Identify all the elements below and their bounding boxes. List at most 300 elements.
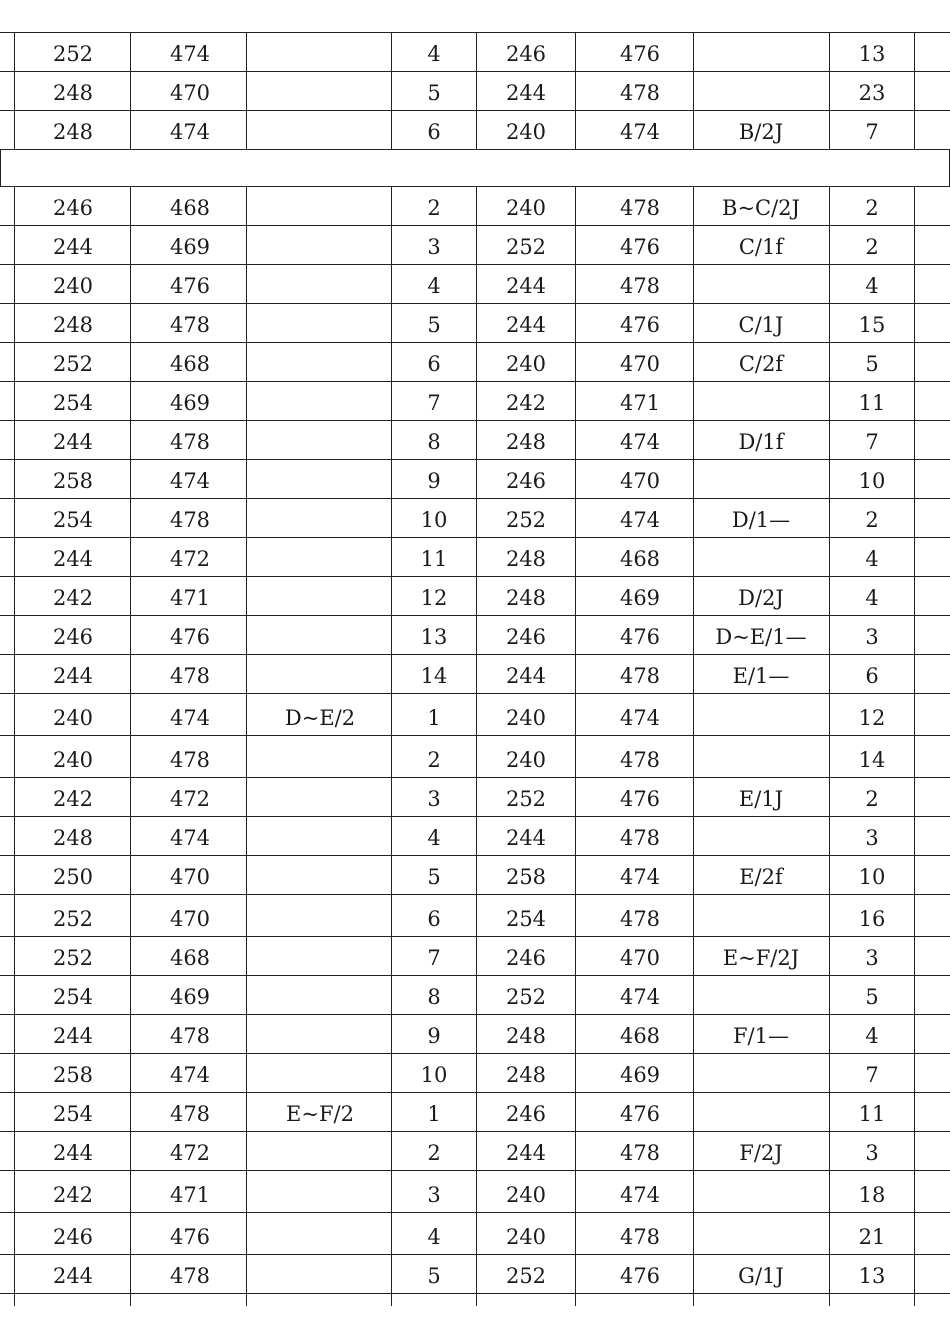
column-divider	[14, 616, 15, 655]
table-row	[0, 1213, 950, 1255]
table-cell: 246	[505, 42, 547, 66]
table-row	[0, 1132, 950, 1171]
column-divider	[575, 655, 576, 694]
column-divider	[476, 33, 477, 72]
column-divider	[130, 460, 131, 499]
table-cell: 478	[169, 1102, 211, 1126]
table-cell: 478	[619, 81, 661, 105]
column-divider	[246, 976, 247, 1015]
table-cell	[250, 33, 390, 71]
column-divider	[246, 856, 247, 895]
table-row	[0, 778, 950, 817]
table-cell: 478	[619, 1141, 661, 1165]
table-cell	[694, 976, 828, 1014]
table-cell: 246	[505, 625, 547, 649]
table-cell: 242	[52, 1183, 94, 1207]
column-divider	[246, 1171, 247, 1213]
table-cell	[694, 72, 828, 110]
table-cell: 7	[427, 391, 441, 415]
column-divider	[130, 856, 131, 895]
table-cell: 3	[865, 826, 879, 850]
table-cell: 5	[427, 81, 441, 105]
column-divider	[914, 655, 915, 694]
table-cell: 244	[52, 430, 94, 454]
table-cell: F/2J	[739, 1141, 783, 1165]
column-divider	[575, 265, 576, 304]
table-cell	[250, 111, 390, 149]
table-cell: 242	[52, 586, 94, 610]
table-cell: 248	[505, 547, 547, 571]
table-cell: 242	[52, 787, 94, 811]
table-cell: 472	[169, 547, 211, 571]
table-cell: 3	[865, 946, 879, 970]
column-divider	[14, 577, 15, 616]
column-divider	[914, 616, 915, 655]
table-cell: D/1f	[738, 430, 784, 454]
column-divider	[14, 817, 15, 856]
column-divider	[130, 937, 131, 976]
table-cell: 23	[858, 81, 886, 105]
column-divider	[14, 1015, 15, 1054]
column-divider	[130, 187, 131, 226]
table-cell: 8	[427, 985, 441, 1009]
column-divider	[246, 736, 247, 778]
column-divider	[130, 736, 131, 778]
column-divider	[14, 895, 15, 937]
table-cell: 474	[619, 985, 661, 1009]
column-divider	[476, 1255, 477, 1294]
table-cell: 6	[865, 664, 879, 688]
column-divider	[914, 72, 915, 111]
table-cell: 252	[505, 787, 547, 811]
column-divider	[246, 460, 247, 499]
table-cell: 476	[619, 313, 661, 337]
column-divider	[14, 538, 15, 577]
column-divider	[914, 1132, 915, 1171]
column-divider	[575, 460, 576, 499]
table-cell	[694, 895, 828, 936]
table-cell: D/2J	[738, 586, 784, 610]
table-cell: 258	[505, 865, 547, 889]
table-cell	[250, 382, 390, 420]
table-cell: 474	[619, 706, 661, 730]
table-cell	[250, 265, 390, 303]
table-cell: 258	[52, 1063, 94, 1087]
table-cell: 1	[427, 706, 441, 730]
column-divider	[14, 382, 15, 421]
table-row	[0, 538, 950, 577]
column-divider	[914, 421, 915, 460]
column-divider	[246, 655, 247, 694]
table-cell	[694, 817, 828, 855]
column-divider	[914, 1213, 915, 1255]
table-cell	[250, 538, 390, 576]
table-cell	[250, 736, 390, 777]
table-row	[0, 382, 950, 421]
table-cell: 468	[619, 547, 661, 571]
table-cell: 468	[169, 352, 211, 376]
table-cell: 240	[52, 748, 94, 772]
table-cell: 478	[169, 508, 211, 532]
table-cell: 4	[865, 1024, 879, 1048]
table-row	[0, 577, 950, 616]
column-divider	[130, 265, 131, 304]
table-row	[0, 111, 950, 150]
table-cell: 3	[427, 235, 441, 259]
column-divider	[575, 499, 576, 538]
column-divider	[130, 226, 131, 265]
table-cell: 248	[52, 81, 94, 105]
column-divider	[14, 460, 15, 499]
table-cell: E/2f	[739, 865, 783, 889]
column-divider	[246, 778, 247, 817]
column-divider	[14, 1213, 15, 1255]
table-cell: 248	[52, 313, 94, 337]
table-cell: 248	[505, 1024, 547, 1048]
table-cell: 13	[858, 1264, 886, 1288]
column-divider	[14, 937, 15, 976]
column-divider	[914, 33, 915, 72]
column-divider	[575, 856, 576, 895]
table-cell	[250, 187, 390, 225]
column-divider	[476, 736, 477, 778]
table-cell: 250	[52, 865, 94, 889]
table-cell: 254	[52, 1102, 94, 1126]
column-divider	[246, 1132, 247, 1171]
column-divider	[476, 538, 477, 577]
table-cell: 6	[427, 120, 441, 144]
column-divider	[246, 72, 247, 111]
table-cell: 16	[858, 907, 886, 931]
table-cell: 469	[619, 586, 661, 610]
table-cell: 469	[169, 235, 211, 259]
table-cell: 472	[169, 787, 211, 811]
table-cell: 3	[865, 625, 879, 649]
column-divider	[575, 1213, 576, 1255]
table-cell: 244	[52, 664, 94, 688]
table-cell: 4	[865, 274, 879, 298]
column-divider	[130, 343, 131, 382]
column-divider	[246, 895, 247, 937]
table-cell: 240	[505, 1183, 547, 1207]
table-cell: 252	[52, 946, 94, 970]
column-divider	[130, 577, 131, 616]
table-cell	[250, 937, 390, 975]
table-cell	[250, 1213, 390, 1254]
column-divider	[476, 577, 477, 616]
table-cell: 252	[52, 42, 94, 66]
column-divider	[914, 1093, 915, 1132]
table-cell: 478	[619, 196, 661, 220]
table-cell	[250, 817, 390, 855]
column-divider	[476, 1054, 477, 1093]
table-cell	[694, 265, 828, 303]
table-cell	[694, 33, 828, 71]
table-cell: 254	[52, 391, 94, 415]
table-cell	[250, 616, 390, 654]
table-cell: 476	[169, 1225, 211, 1249]
column-divider	[130, 817, 131, 856]
table-cell: 476	[169, 274, 211, 298]
column-divider	[914, 856, 915, 895]
table-row	[0, 655, 950, 694]
column-divider	[14, 778, 15, 817]
column-divider	[246, 1015, 247, 1054]
table-row	[0, 187, 950, 226]
table-cell: 14	[858, 748, 886, 772]
table-cell: 12	[420, 586, 448, 610]
table-cell: 246	[52, 196, 94, 220]
column-divider	[575, 382, 576, 421]
column-divider	[476, 655, 477, 694]
column-divider	[914, 1255, 915, 1294]
column-divider	[575, 694, 576, 736]
table-cell: 246	[505, 946, 547, 970]
column-divider	[914, 304, 915, 343]
table-cell: 2	[427, 1141, 441, 1165]
column-divider	[246, 616, 247, 655]
table-cell: E/1J	[738, 787, 784, 811]
table-cell: 12	[858, 706, 886, 730]
table-cell: 10	[858, 865, 886, 889]
table-cell: 476	[169, 625, 211, 649]
table-row	[0, 937, 950, 976]
table-cell	[694, 736, 828, 777]
table-cell: 474	[169, 1063, 211, 1087]
column-divider	[246, 265, 247, 304]
table-cell: 5	[427, 865, 441, 889]
table-cell: 470	[169, 81, 211, 105]
table-cell: 478	[169, 430, 211, 454]
table-cell: 10	[420, 508, 448, 532]
column-divider	[914, 937, 915, 976]
column-divider	[575, 1093, 576, 1132]
table-cell: 476	[619, 787, 661, 811]
column-divider	[476, 976, 477, 1015]
column-divider	[914, 382, 915, 421]
column-divider	[575, 577, 576, 616]
column-divider	[246, 421, 247, 460]
table-row	[0, 304, 950, 343]
table-cell: 9	[427, 1024, 441, 1048]
column-divider	[14, 694, 15, 736]
column-divider	[575, 226, 576, 265]
table-cell: 474	[619, 430, 661, 454]
table-cell: 252	[52, 352, 94, 376]
table-cell: 478	[619, 748, 661, 772]
table-cell: 10	[858, 469, 886, 493]
table-cell: 5	[865, 985, 879, 1009]
column-divider	[130, 499, 131, 538]
column-divider	[246, 1213, 247, 1255]
column-divider	[246, 304, 247, 343]
column-divider	[130, 304, 131, 343]
table-row	[0, 32, 950, 72]
column-divider	[130, 538, 131, 577]
column-divider	[130, 1255, 131, 1294]
table-cell: 240	[52, 274, 94, 298]
column-divider	[575, 616, 576, 655]
table-cell	[250, 460, 390, 498]
table-cell	[694, 538, 828, 576]
table-cell: 254	[52, 985, 94, 1009]
column-divider	[476, 1171, 477, 1213]
column-divider	[130, 33, 131, 72]
table-cell: 3	[427, 1183, 441, 1207]
column-divider	[130, 655, 131, 694]
column-divider	[246, 1255, 247, 1294]
table-cell: 470	[619, 352, 661, 376]
table-row	[0, 976, 950, 1015]
column-divider	[575, 778, 576, 817]
table-cell: 5	[865, 352, 879, 376]
table-cell: G/1J	[738, 1264, 784, 1288]
column-divider	[914, 736, 915, 778]
table-cell: 252	[52, 907, 94, 931]
column-divider	[14, 343, 15, 382]
table-cell: 4	[865, 547, 879, 571]
table-cell	[250, 655, 390, 693]
table-cell: 7	[427, 946, 441, 970]
table-cell	[250, 1171, 390, 1212]
table-cell: 240	[505, 1225, 547, 1249]
table-row	[0, 736, 950, 778]
table-cell	[250, 1015, 390, 1053]
column-divider	[14, 1255, 15, 1294]
column-divider	[476, 1015, 477, 1054]
table-cell: 246	[52, 625, 94, 649]
table-cell: 246	[505, 1102, 547, 1126]
table-cell: 248	[52, 826, 94, 850]
table-cell: 471	[169, 1183, 211, 1207]
table-cell: 478	[619, 1225, 661, 1249]
column-divider	[246, 577, 247, 616]
table-row	[0, 1255, 950, 1294]
table-cell: 478	[169, 1264, 211, 1288]
table-row	[0, 694, 950, 736]
column-divider	[14, 265, 15, 304]
column-divider	[476, 817, 477, 856]
table-row	[0, 226, 950, 265]
table-cell: 471	[169, 586, 211, 610]
table-cell: 258	[52, 469, 94, 493]
table-cell: 472	[169, 1141, 211, 1165]
column-divider	[476, 1132, 477, 1171]
table-cell: 244	[52, 547, 94, 571]
table-cell: 469	[619, 1063, 661, 1087]
column-divider	[914, 265, 915, 304]
column-divider	[575, 343, 576, 382]
table-cell: 246	[505, 469, 547, 493]
table-cell: 474	[169, 120, 211, 144]
column-divider	[246, 226, 247, 265]
table-cell: 474	[619, 120, 661, 144]
column-divider	[130, 1015, 131, 1054]
table-row	[0, 1054, 950, 1093]
column-divider	[476, 895, 477, 937]
table-cell: 1	[427, 1102, 441, 1126]
column-divider	[914, 778, 915, 817]
table-row	[0, 72, 950, 111]
table-cell: 476	[619, 1264, 661, 1288]
column-divider	[14, 1093, 15, 1132]
column-divider	[476, 226, 477, 265]
column-divider	[130, 976, 131, 1015]
table-cell: 240	[505, 120, 547, 144]
table-cell: C/2f	[738, 352, 784, 376]
column-divider	[476, 382, 477, 421]
table-cell	[694, 1213, 828, 1254]
table-cell: 248	[505, 1063, 547, 1087]
table-cell: 240	[505, 352, 547, 376]
table-cell: 9	[427, 469, 441, 493]
table-cell: 248	[505, 430, 547, 454]
table-cell: 15	[858, 313, 886, 337]
column-divider	[130, 694, 131, 736]
column-divider	[14, 1132, 15, 1171]
column-divider	[246, 343, 247, 382]
table-cell: 240	[505, 706, 547, 730]
column-divider	[14, 72, 15, 111]
column-divider	[14, 736, 15, 778]
column-divider	[130, 382, 131, 421]
table-cell: 7	[865, 120, 879, 144]
column-divider	[14, 304, 15, 343]
column-divider	[476, 616, 477, 655]
table-cell: D~E/2	[284, 706, 356, 730]
table-cell: 14	[420, 664, 448, 688]
table-cell: 4	[427, 826, 441, 850]
table-cell: D/1—	[731, 508, 791, 532]
table-cell: 4	[865, 586, 879, 610]
column-divider	[246, 33, 247, 72]
column-divider	[914, 694, 915, 736]
column-divider	[246, 111, 247, 150]
table-row	[0, 421, 950, 460]
table-cell: 2	[865, 235, 879, 259]
table-cell: 474	[169, 826, 211, 850]
table-cell	[250, 577, 390, 615]
table-cell: 246	[52, 1225, 94, 1249]
column-divider	[575, 736, 576, 778]
table-cell: 11	[858, 391, 886, 415]
table-cell: 244	[505, 826, 547, 850]
table-cell	[250, 856, 390, 894]
column-divider	[575, 421, 576, 460]
column-divider	[575, 817, 576, 856]
column-divider	[246, 694, 247, 736]
table-row	[0, 895, 950, 937]
table-cell: 478	[619, 826, 661, 850]
table-cell	[250, 226, 390, 264]
column-divider	[476, 265, 477, 304]
column-divider	[14, 226, 15, 265]
column-divider	[476, 187, 477, 226]
table-row	[0, 265, 950, 304]
table-cell: 244	[505, 274, 547, 298]
table-cell: 476	[619, 42, 661, 66]
table-cell: 13	[420, 625, 448, 649]
table-cell: 248	[52, 120, 94, 144]
table-cell: 478	[169, 664, 211, 688]
table-cell: 4	[427, 42, 441, 66]
table-cell: 240	[505, 196, 547, 220]
column-divider	[476, 778, 477, 817]
table-cell	[694, 1093, 828, 1131]
table-row	[0, 460, 950, 499]
table-cell: 4	[427, 274, 441, 298]
table-cell	[250, 421, 390, 459]
